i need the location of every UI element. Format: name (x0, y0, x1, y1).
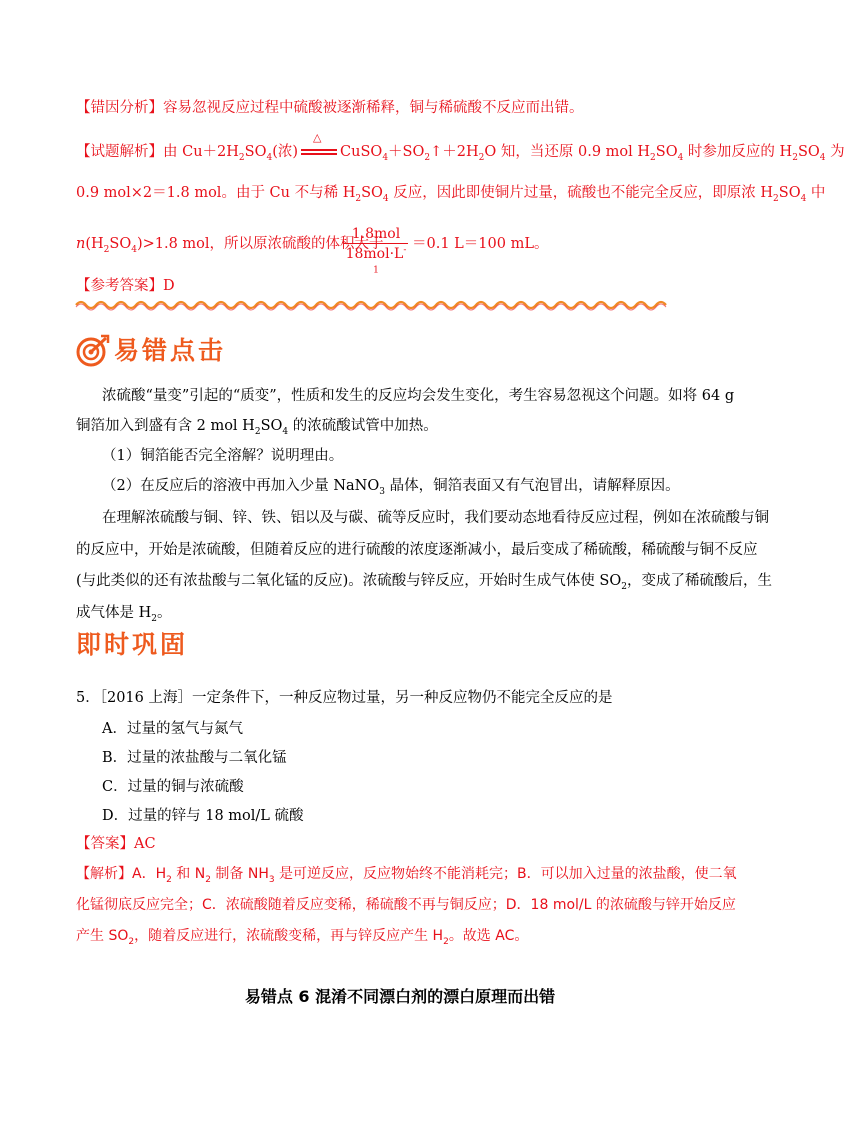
explanation-line-2: 化锰彻底反应完全；C．浓硫酸随着反应变稀，稀硫酸不再与铜反应；D．18 mol/L 的浓硫酸与锌开始反应 (76, 897, 736, 913)
error-analysis-text: 容易忽视反应过程中硫酸被逐渐稀释，铜与稀硫酸不反应而出错。 (163, 100, 584, 116)
target-icon (76, 334, 110, 368)
fraction-numerator: 1.8mol (344, 225, 408, 244)
section-title-practice: 即时巩固 (76, 630, 189, 659)
tip-paragraph-line-4: 成气体是 $H_2$。 (76, 605, 172, 624)
tip-question-1: （1）铜箔能否完全溶解？说明理由。 (102, 448, 344, 464)
heating-condition: △ (313, 131, 322, 144)
tip-question-2: （2）在反应后的溶液中再加入少量 NaNO$_3$ 晶体，铜箔表面又有气泡冒出，请解释原因。 (102, 478, 680, 497)
solution-line-3: $n(H_2SO_4)>1.8$ mol，所以原浓硫酸的体积大于 (76, 236, 384, 255)
reference-answer (76, 276, 175, 296)
tip-paragraph-line-1: 在理解浓硫酸与铜、锌、铁、铝以及与碳、硫等反应时，我们要动态地看待反应过程，例如在浓硫酸与铜 (102, 510, 769, 526)
tip-line-1: 浓硫酸“量变”引起的“质变”，性质和发生的反应均会发生变化，考生容易忽视这个问题。如将 64 g (102, 388, 735, 404)
reaction-equals-sign (299, 131, 339, 158)
solution-line-1: 【试题解析】由 $Cu+2H_2SO_4$(浓) △ $CuSO_4+SO_2↑+2H_2O$ 知，当还原 0.9 mol $H_2SO_4$ 时参加反应的 $H_2SO_4$ 为 (76, 131, 845, 163)
error-analysis-label: 【错因分析】 (76, 100, 163, 116)
option-d: D．过量的锌与 18 mol/L 硫酸 (102, 808, 304, 824)
wavy-divider (76, 298, 666, 312)
option-a: A．过量的氢气与氮气 (102, 721, 243, 737)
explanation-line-1: 【解析】A．$H_2$ 和 $N_2$ 制备 $NH_3$ 是可逆反应，反应物始终不能消耗完；B．可以加入过量的浓盐酸，使二氧 (76, 866, 737, 885)
option-b: B．过量的浓盐酸与二氧化锰 (102, 750, 287, 766)
tip-paragraph-line-2: 的反应中，开始是浓硫酸，但随着反应的进行硫酸的浓度逐渐减小，最后变成了稀硫酸，稀硫酸与铜不反应 (76, 542, 758, 558)
explanation-label: 【解析】 (76, 866, 132, 882)
fraction-denominator: $18mol\cdot L^{-1}$ (345, 245, 407, 276)
tip-line-2: 铜箔加入到盛有含 2 mol $H_2SO_4$ 的浓硫酸试管中加热。 (76, 418, 438, 437)
solution-label: 【试题解析】 (76, 144, 163, 160)
reference-answer-value: D (163, 278, 175, 294)
reference-answer-label: 【参考答案】 (76, 278, 163, 294)
question-stem: 5．［2016 上海］一定条件下，一种反应物过量，另一种反应物仍不能完全反应的是 (76, 690, 613, 706)
explanation-line-3: 产生 $SO_2$，随着反应进行，浓硫酸变稀，再与锌反应产生 $H_2$。故选 AC。 (76, 928, 529, 947)
next-section-heading: 易错点 6 混淆不同漂白剂的漂白原理而出错 (244, 987, 556, 1006)
error-analysis (76, 98, 584, 118)
tip-paragraph-line-3: (与此类似的还有浓盐酸与二氧化锰的反应)。浓硫酸与锌反应，开始时生成气体使 $SO_2$，变成了稀硫酸后，生 (76, 573, 772, 592)
solution-line-2: 0.9 mol×2＝1.8 mol。由于 Cu 不与稀 $H_2SO_4$ 反应，因此即使铜片过量，硫酸也不能完全反应，即原浓 $H_2SO_4$ 中 (76, 185, 826, 204)
section-title-mistake-tips: 易错点击 (114, 336, 227, 365)
option-c: C．过量的铜与浓硫酸 (102, 779, 244, 795)
solution-result: ＝0.1 L＝100 mL。 (412, 236, 549, 252)
volume-fraction (344, 225, 408, 276)
question-answer: 【答案】AC (76, 836, 156, 852)
